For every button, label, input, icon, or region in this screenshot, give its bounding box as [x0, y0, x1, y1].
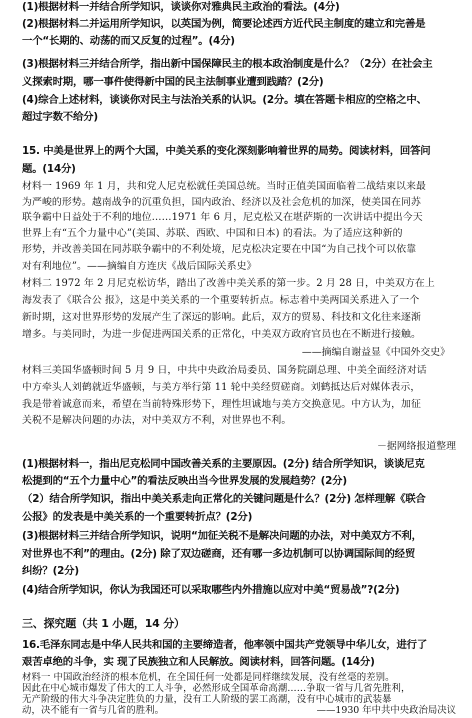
q15-material3-line: 材料三美国华盛顿时间 5 月 9 日，中共中央政治局委员、国务院副总理、中美全面经济对话 [22, 365, 427, 376]
prev-question-1: (1)根据材料一并结合所学知识，谈谈你对雅典民主政治的看法。(4分) [22, 1, 340, 13]
prev-question-4: (4)综合上述材料，谈谈你对民主与法治关系的认识。(2分。填在答题卡相应的空格之中、 [22, 94, 427, 106]
q15-question-line: (4)结合所学知识，你认为我国还可以采取哪些内外措施以应对中美“贸易战”?(2分) [22, 584, 400, 596]
prev-question-2-cont: 一个“长期的、动荡的而又反复的过程”。(4分) [22, 35, 235, 47]
q15-question-line: (1)根据材料一，指出尼克松同中国改善关系的主要原因。(2分) 结合所学知识，谈谈尼克 [22, 458, 425, 470]
q15-material2-line: 新时期，这对世界形势的发展产生了深远的影响。此后，双方的贸易、科技和文化往来逐渐 [22, 312, 422, 323]
q15-material3-source: －据网络报道整理 [376, 441, 456, 452]
q16-material-line: 无产阶级的伟大斗争决定胜负的力量，没有工人阶级的罢工高潮，没有中心城市的武装暴 [22, 694, 392, 705]
q15-material1-line: 对有利地位”。——摘编自方连庆《战后国际关系史》 [22, 261, 257, 272]
q15-material1-line: 为严峻的形势。越南战争的沉重负担，国内政治、经济以及社会危机的加深，使美国在同苏 [22, 197, 422, 208]
q15-material3-line: 中方牵头人刘鹤就近华盛顿，与美方举行第 11 轮中美经贸磋商。刘鹤抵达后对媒体表示， [22, 382, 421, 393]
q15-question-line: 松提到的“五个力量中心”的看法反映出当今世界发展的发展趋势？(2分) [22, 475, 347, 487]
q15-material2-line: 海发表了《联合公 报》，这是中美关系的一个重要转折点。标志着中美两国关系进入了一个 [22, 295, 420, 306]
q15-question-line: 公报》的发表是中美关系的一个重要转折点？(2分) [22, 511, 253, 523]
q15-stem: 15. 中美是世界上的两个大国，中美关系的变化深刻影响着世界的局势。阅读材料，回答问 [22, 145, 431, 157]
prev-question-2: (2)根据材料二并运用所学知识，以英国为例，简要论述西方近代民主制度的建立和完善是 [22, 18, 426, 30]
q15-material1-line: 世界上有“五个力量中心”(美国、苏联、西欧、中国和日本) 的看法。为了适应这种新的 [22, 228, 403, 239]
q15-material2-line: 材料二 1972 年 2 月尼克松访华，踏出了改善中美关系的第一步。2 月 28 日，中美双方在上 [22, 278, 435, 289]
prev-question-3: (3)根据材料三并结合所学，指出新中国保障民主的根本政治制度是什么？（2分）在社会主 [22, 58, 433, 70]
prev-question-4-cont: 超过字数不给分) [22, 111, 98, 123]
q15-question-line: 纠纷？(2分) [22, 565, 79, 577]
prev-question-3-cont: 义探索时期，哪一事件使得新中国的民主法制事业遭到践踏？(2分) [22, 76, 324, 88]
q15-question-line: 对世界也不利”的理由。(2分) 除了双边磋商，还有哪一多边机制可以协调国际间的经贸 [22, 548, 416, 560]
q16-material-source: ——1930 年中共中央政治局决议 [316, 705, 456, 716]
q15-material3-line: 我是带着诚意而来，希望在当前特殊形势下，理性坦诚地与美方交换意见。中方认为，加征 [22, 399, 422, 410]
q16-stem-cont: 艰苦卓绝的斗争，实 现了民族独立和人民解放。阅读材料，回答问题。(14分) [22, 656, 375, 668]
q15-material1-line: 形势，并改善美国在同苏联争霸中的不利处境，尼克松决定要在中国“为自己找个可以依靠 [22, 244, 417, 255]
q16-material-line: 材料一 中国政治经济的根本危机，在全国任何一处都是同样继续发展，没有丝毫的差别。 [22, 672, 395, 683]
q16-material-line: 因此在中心城市爆发了伟大的工人斗争，必然形成全国革命高潮……争取一省与几省先胜利， [22, 683, 411, 694]
q16-material-line: 动，决不能有一省与几省的胜利。 [22, 705, 165, 716]
q15-material1-line: 材料一 1969 年 1 月，共和党人尼克松就任美国总统。当时正值美国面临着二战结束以来最 [22, 181, 426, 192]
q15-material2-source: ——摘编自谢益显《中国外交史》 [301, 347, 450, 358]
q15-question-line: （2）结合所学知识，指出中美关系走向正常化的关键问题是什么？(2分) 怎样理解《联合 [22, 493, 426, 505]
q15-material1-line: 联争霸中日益处于不利的地位……1971 年 6 月，尼克松又在堪萨斯的一次讲话中提出今天 [22, 212, 423, 223]
section-title: 三、探究题（共 1 小题，14 分） [22, 617, 185, 630]
q15-stem-cont: 题。(14分) [22, 163, 76, 175]
q15-question-line: (3)根据材料三并结合所学知识，说明“加征关税不是解决问题的办法，对中美双方不利， [22, 530, 422, 542]
q16-stem: 16.毛泽东同志是中华人民共和国的主要缔造者，他率领中国共产党领导中华儿女，进行了 [22, 639, 428, 651]
q15-material3-line: 关税不是解决问题的办法，对中美双方不利，对世界也不利。 [22, 415, 292, 426]
q15-material2-line: 增多。与美同时，为进一步促进两国关系的正常化，中美双方政府官员也在不断进行接触。 [22, 329, 422, 340]
